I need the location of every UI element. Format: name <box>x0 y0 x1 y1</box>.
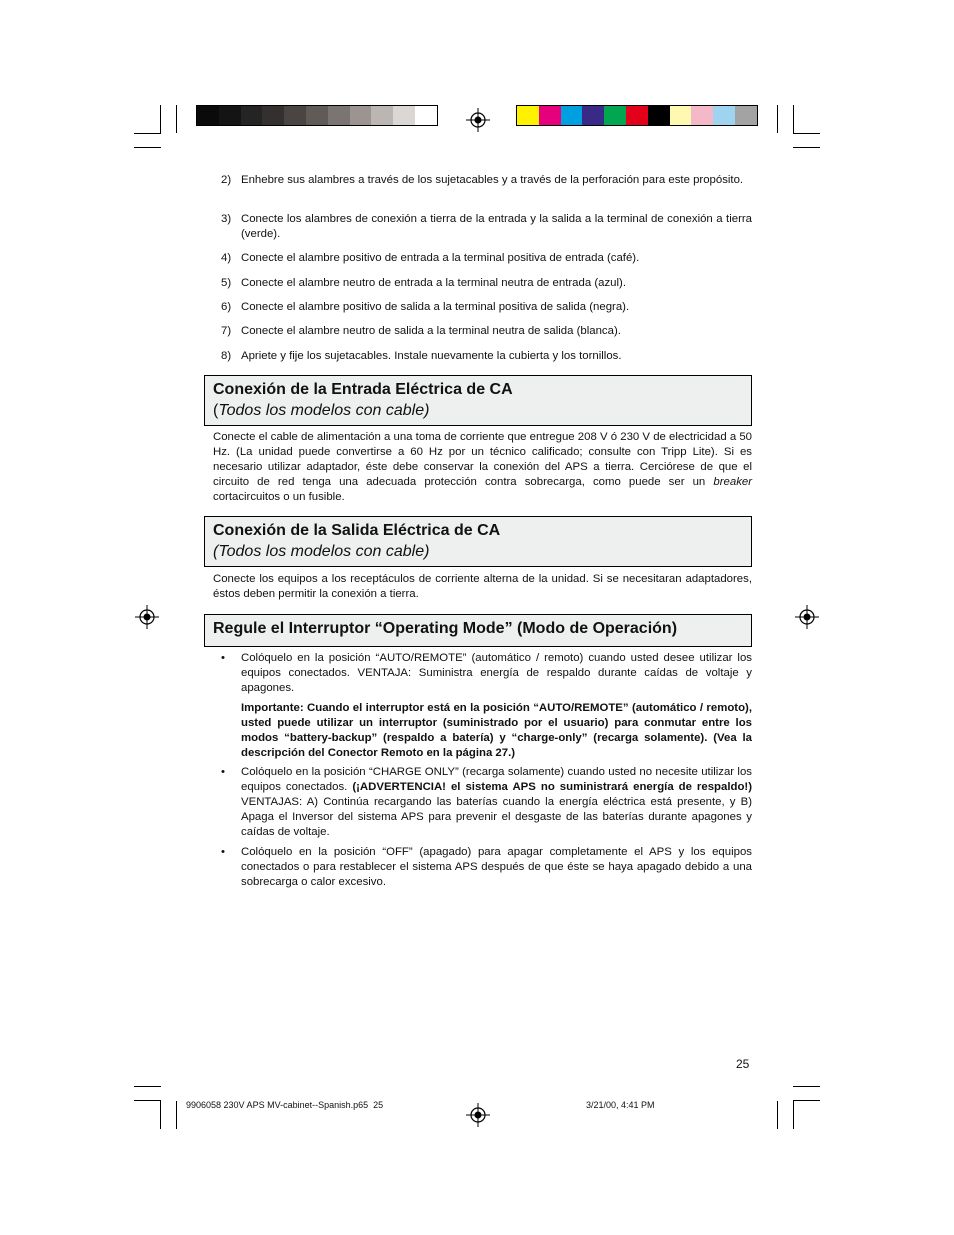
body-emphasis: breaker <box>713 476 753 488</box>
gray-swatch <box>241 106 263 125</box>
step-number: 3) <box>221 213 232 225</box>
page-number: 25 <box>736 1057 750 1071</box>
gray-swatch <box>262 106 284 125</box>
gray-swatch <box>328 106 350 125</box>
bullet-text-part: VENTAJAS: A) Continúa recargando las baterías cuando la energía eléctrica está presente, y B) Apaga el Inversor del sistema APS para prevenir el desgaste de las baterías durante apagones y caídas de voltaje. <box>241 796 752 838</box>
step-text: Enhebre sus alambres a través de los sujetacables y a través de la perforación para este propósito. <box>241 174 744 186</box>
gray-swatch <box>284 106 306 125</box>
gray-swatch <box>197 106 219 125</box>
step-text: Conecte el alambre neutro de salida a la terminal neutra de salida (blanca). <box>241 325 621 337</box>
subtitle-text: Todos los modelos con cable) <box>218 402 430 419</box>
list-item <box>221 349 752 364</box>
color-swatch <box>539 106 561 125</box>
footer-datetime: 3/21/00, 4:41 PM <box>586 1100 655 1110</box>
color-swatch <box>691 106 713 125</box>
step-text: Conecte el alambre positivo de salida a la terminal positiva de salida (negra). <box>241 301 630 313</box>
section-body-input-connection <box>213 430 752 505</box>
section-heading-output-connection <box>204 516 752 567</box>
footer-file-page: 25 <box>373 1100 384 1110</box>
process-color-bar <box>516 105 758 126</box>
step-number: 7) <box>221 325 232 337</box>
step-number: 5) <box>221 277 232 289</box>
gray-swatch <box>371 106 393 125</box>
step-number: 8) <box>221 350 232 362</box>
step-text: Conecte los alambres de conexión a tierra de la entrada y la salida a la terminal de conexión a tierra (verde). <box>241 213 752 240</box>
gray-swatch <box>350 106 372 125</box>
section-title: Conexión de la Entrada Eléctrica de CA <box>213 381 513 398</box>
gray-swatch <box>219 106 241 125</box>
section-title: Regule el Interruptor “Operating Mode” (Modo de Operación) <box>213 620 678 637</box>
grayscale-color-bar <box>196 105 438 126</box>
bullet-text: Colóquelo en la posición “OFF” (apagado) para apagar completamente el APS y los equipos conectados o para restablecer el sistema APS después de que éste se haya apagado debido a una sobrecarga o calor excesivo. <box>241 846 752 888</box>
important-note: Importante: Cuando el interruptor está en la posición “AUTO/REMOTE” (automático / remoto), usted puede utilizar un interruptor (suministrado por el usuario) para conmutar entre los modos “battery-backup” (respaldo a batería) y “charge-only” (recarga solamente). (Vea la descripción del Conector Remoto en la página 27.) <box>241 702 752 759</box>
color-swatch <box>735 106 757 125</box>
step-text: Apriete y fije los sujetacables. Instale nuevamente la cubierta y los tornillos. <box>241 350 622 362</box>
list-item <box>221 324 752 339</box>
list-item <box>221 300 752 315</box>
registration-mark-icon <box>466 1103 490 1127</box>
gray-swatch <box>306 106 328 125</box>
bullet-text: Colóquelo en la posición “AUTO/REMOTE” (automático / remoto) cuando usted desee utilizar los equipos conectados. VENTAJA: Suministra energía de respaldo durante caídas de voltaje y apagones. <box>241 652 752 694</box>
bullet-item-charge-only <box>221 765 752 840</box>
color-swatch <box>648 106 670 125</box>
color-swatch <box>713 106 735 125</box>
color-swatch <box>626 106 648 125</box>
section-subtitle: (Todos los modelos con cable) <box>213 543 430 560</box>
bullet-icon: • <box>221 766 225 778</box>
list-item <box>221 251 752 266</box>
gray-swatch <box>415 106 437 125</box>
color-swatch <box>517 106 539 125</box>
color-swatch <box>670 106 692 125</box>
color-swatch <box>561 106 583 125</box>
registration-mark-icon <box>466 108 490 132</box>
section-body-output-connection: Conecte los equipos a los receptáculos de corriente alterna de la unidad. Si se necesitaran adaptadores, éstos deben permitir la conexión a tierra. <box>213 573 752 600</box>
registration-mark-icon <box>795 605 819 629</box>
section-heading-input-connection <box>204 375 752 426</box>
list-item <box>221 212 752 242</box>
body-text: cortacircuitos o un fusible. <box>213 491 345 503</box>
section-title: Conexión de la Salida Eléctrica de CA <box>213 522 501 539</box>
section-heading-operating-mode <box>204 614 752 647</box>
step-number: 6) <box>221 301 232 313</box>
step-text: Conecte el alambre neutro de entrada a la terminal neutra de entrada (azul). <box>241 277 626 289</box>
bullet-icon: • <box>221 846 225 858</box>
list-item <box>221 276 752 291</box>
footer-file-info <box>186 1100 383 1110</box>
bullet-item-auto-remote <box>221 651 752 696</box>
step-number: 2) <box>221 174 232 186</box>
step-text: Conecte el alambre positivo de entrada a la terminal positiva de entrada (café). <box>241 252 640 264</box>
section-subtitle <box>213 400 743 421</box>
warning-text: (¡ADVERTENCIA! el sistema APS no suministrará energía de respaldo!) <box>352 781 752 793</box>
color-swatch <box>604 106 626 125</box>
paren: ( <box>213 402 219 419</box>
registration-mark-icon <box>135 605 159 629</box>
step-number: 4) <box>221 252 232 264</box>
gray-swatch <box>393 106 415 125</box>
bullet-item-off <box>221 845 752 890</box>
body-text: Conecte el cable de alimentación a una toma de corriente que entregue 208 V ó 230 V de electricidad a 50 Hz. (La unidad puede convertirse a 60 Hz por un técnico calificado; consulte con Tripp Lite). Si es necesario utilizar adaptador, éste debe conservar la conexión del APS a tierra. Cerciórese de que el circuito de red tenga una adecuada protección contra sobrecarga, como puede ser un <box>213 431 752 488</box>
list-item <box>221 173 752 188</box>
bullet-icon: • <box>221 652 225 664</box>
bullet-text-part: Colóquelo en la posición “CHARGE ONLY” (recarga solamente) cuando usted no necesite utilizar los equipos conectados. <box>241 766 752 793</box>
color-swatch <box>582 106 604 125</box>
bullet-text <box>241 765 752 840</box>
footer-filename: 9906058 230V APS MV-cabinet--Spanish.p65 <box>186 1100 369 1110</box>
